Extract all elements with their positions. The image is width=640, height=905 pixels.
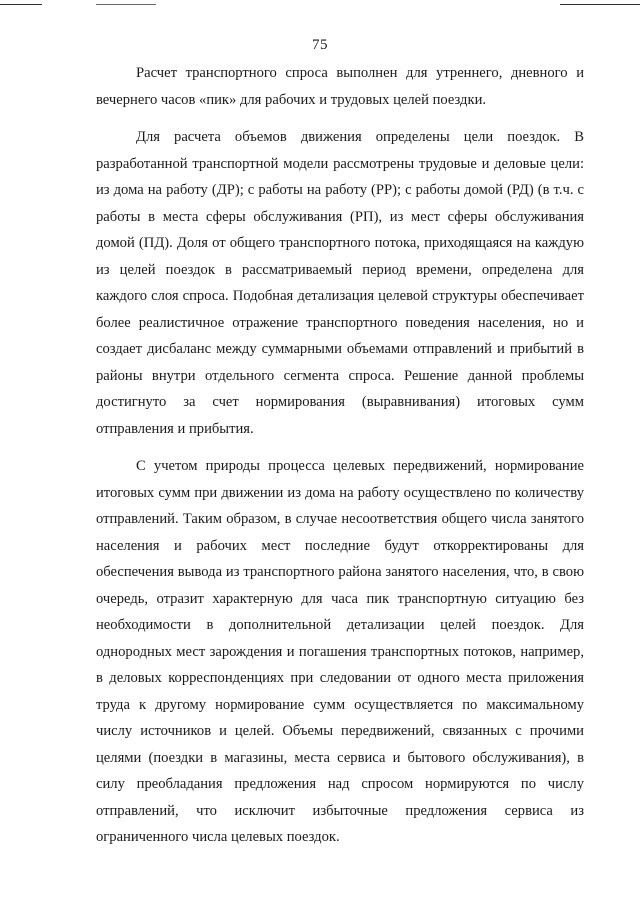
scan-artifact-line-3 [560,4,640,5]
scan-artifact-line-1 [0,4,42,5]
scan-artifact-line-2 [96,4,156,5]
paragraph-2: Для расчета объемов движения определены цели поездок. В разработанной транспортной модели рассмотрены трудовые и деловые цели: из дома на работу (ДР); с работы на работу (РР); с работы домой (РД) (в т.ч. с работы в места сферы обслуживания (РП), из мест сферы обслуживания домой (ПД). Доля от общего транспортного потока, приходящаяся на каждую из целей поездок в рассматриваемый период времени, определена для каждого слоя спроса. Подобная детализация целевой структуры обеспечивает более реалистичное отражение транспортного поведения населения, но и создает дисбаланс между суммарными объемами отправлений и прибытий в районы внутри отдельного сегмента спроса. Решение данной проблемы достигнуто за счет нормирования (выравнивания) итоговых сумм отправления и прибытия. [96,129,584,437]
paragraph-1: Расчет транспортного спроса выполнен для утреннего, дневного и вечернего часов «пик» для рабочих и трудовых целей поездки. [96,65,584,108]
paragraph-3: С учетом природы процесса целевых передвижений, нормирование итоговых сумм при движении из дома на работу осуществлено по количеству отправлений. Таким образом, в случае несоответствия общего числа занятого населения и рабочих мест последние будут откорректированы для обеспечения вывода из транспортного района занятого населения, что, в свою очередь, отразит характерную для часа пик транспортную ситуацию без необходимости в дополнительной детализации целей поездок. Для однородных мест зарождения и погашения транспортных потоков, например, в деловых корреспонденциях при следовании от одного места приложения труда к другому нормирование сумм осуществляется по максимальному числу источников и целей. Объемы передвижений, связанных с прочими целями (поездки в магазины, места сервиса и бытового обслуживания), в силу преобладания предложения над спросом нормируются по числу отправлений, что исключит избыточные предложения сервиса из ограниченного числа целевых поездок. [96,458,584,845]
page-number: 75 [312,37,328,53]
document-body [96,60,584,862]
